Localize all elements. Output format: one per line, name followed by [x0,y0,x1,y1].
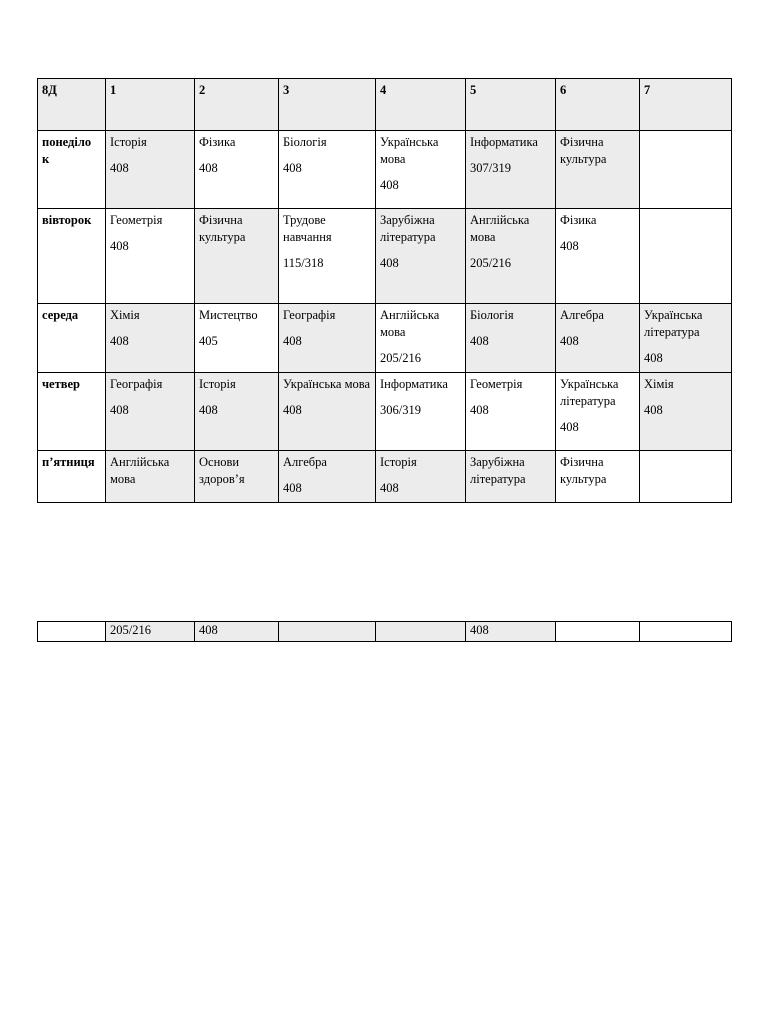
lesson-cell [279,209,376,304]
day-name: п’ятниця [38,451,106,503]
lesson-cell [195,304,279,373]
header-cell-class: 8Д [38,79,106,131]
lesson-subject: Біологія [283,135,327,149]
lesson-subject: Інформатика [380,377,448,391]
lesson-cell [195,209,279,304]
lesson-cell [640,209,732,304]
lesson-room: 205/216 [470,256,511,270]
lesson-subject: Українська мова [283,377,371,391]
lesson-room: 408 [110,334,129,348]
row-tuesday [38,209,732,304]
lesson-cell [106,373,195,451]
lesson-room: 408 [283,403,302,417]
lesson-subject: Історія [110,135,147,149]
header-cell-lesson-5: 5 [466,79,556,131]
lesson-cell [106,209,195,304]
continuation-cell: 408 [466,622,556,642]
day-name: вівторок [38,209,106,304]
lesson-room: 408 [380,178,399,192]
lesson-room: 115/318 [283,256,324,270]
lesson-subject: Фізика [560,213,597,227]
lesson-subject: Геометрія [470,377,523,391]
lesson-subject: Українська література [644,308,703,339]
lesson-room: 408 [380,256,399,270]
lesson-subject: Історія [199,377,236,391]
lesson-room: 408 [199,403,218,417]
lesson-cell [106,451,195,503]
lesson-cell [279,131,376,209]
lesson-cell [556,209,640,304]
lesson-cell [556,373,640,451]
header-cell-lesson-2: 2 [195,79,279,131]
continuation-cell [38,622,106,642]
header-cell-lesson-7: 7 [640,79,732,131]
lesson-cell [279,451,376,503]
lesson-cell [195,373,279,451]
lesson-room: 408 [560,420,579,434]
lesson-room: 408 [644,403,663,417]
lesson-cell [106,131,195,209]
day-name: четвер [38,373,106,451]
row-friday [38,451,732,503]
lesson-subject: Фізична культура [560,455,607,486]
lesson-subject: Біологія [470,308,514,322]
header-cell-lesson-3: 3 [279,79,376,131]
lesson-cell [195,451,279,503]
lesson-subject: Фізика [199,135,236,149]
lesson-room: 408 [283,161,302,175]
lesson-subject: Хімія [110,308,140,322]
lesson-subject: Алгебра [560,308,604,322]
continuation-cell [640,622,732,642]
lesson-cell [376,373,466,451]
lesson-cell [376,304,466,373]
lesson-cell [640,131,732,209]
lesson-cell [466,373,556,451]
lesson-subject: Англійська мова [110,455,170,486]
continuation-cell: 408 [195,622,279,642]
lesson-subject: Географія [110,377,163,391]
lesson-room: 408 [470,334,489,348]
schedule-table [37,78,732,503]
lesson-subject: Українська мова [380,135,439,166]
lesson-cell [279,373,376,451]
lesson-cell [376,209,466,304]
lesson-cell [466,209,556,304]
header-cell-lesson-6: 6 [556,79,640,131]
lesson-room: 408 [110,239,129,253]
lesson-cell [466,131,556,209]
row-monday [38,131,732,209]
lesson-cell [376,451,466,503]
lesson-cell [556,131,640,209]
lesson-cell [556,304,640,373]
lesson-subject: Трудове навчання [283,213,332,244]
lesson-room: 408 [380,481,399,495]
lesson-room: 408 [110,403,129,417]
lesson-cell [640,304,732,373]
lesson-subject: Алгебра [283,455,327,469]
lesson-subject: Основи здоров’я [199,455,245,486]
continuation-cell [279,622,376,642]
row-wednesday [38,304,732,373]
continuation-table [37,621,732,642]
lesson-room: 205/216 [380,351,421,365]
lesson-subject: Геометрія [110,213,163,227]
lesson-cell [640,451,732,503]
lesson-subject: Мистецтво [199,308,258,322]
lesson-cell [640,373,732,451]
lesson-room: 408 [199,161,218,175]
lesson-room: 307/319 [470,161,511,175]
lesson-cell [195,131,279,209]
lesson-cell [376,131,466,209]
lesson-room: 405 [199,334,218,348]
lesson-room: 306/319 [380,403,421,417]
lesson-cell [279,304,376,373]
day-name: середа [38,304,106,373]
lesson-subject: Англійська мова [470,213,530,244]
continuation-cell [556,622,640,642]
lesson-subject: Географія [283,308,336,322]
lesson-subject: Фізична культура [199,213,246,244]
lesson-subject: Англійська мова [380,308,440,339]
lesson-subject: Зарубіжна література [470,455,526,486]
day-name: понеділо к [38,131,106,209]
lesson-cell [106,304,195,373]
continuation-cell: 205/216 [106,622,195,642]
lesson-subject: Фізична культура [560,135,607,166]
header-cell-lesson-4: 4 [376,79,466,131]
lesson-room: 408 [644,351,663,365]
lesson-cell [466,304,556,373]
lesson-subject: Хімія [644,377,674,391]
lesson-cell [466,451,556,503]
lesson-room: 408 [560,239,579,253]
lesson-subject: Інформатика [470,135,538,149]
lesson-subject: Українська література [560,377,619,408]
lesson-room: 408 [283,334,302,348]
lesson-room: 408 [110,161,129,175]
row-thursday [38,373,732,451]
header-cell-lesson-1: 1 [106,79,195,131]
continuation-cell [376,622,466,642]
header-row [38,79,732,131]
lesson-room: 408 [283,481,302,495]
lesson-room: 408 [470,403,489,417]
lesson-subject: Зарубіжна література [380,213,436,244]
continuation-row [38,622,732,642]
lesson-room: 408 [560,334,579,348]
lesson-cell [556,451,640,503]
lesson-subject: Історія [380,455,417,469]
